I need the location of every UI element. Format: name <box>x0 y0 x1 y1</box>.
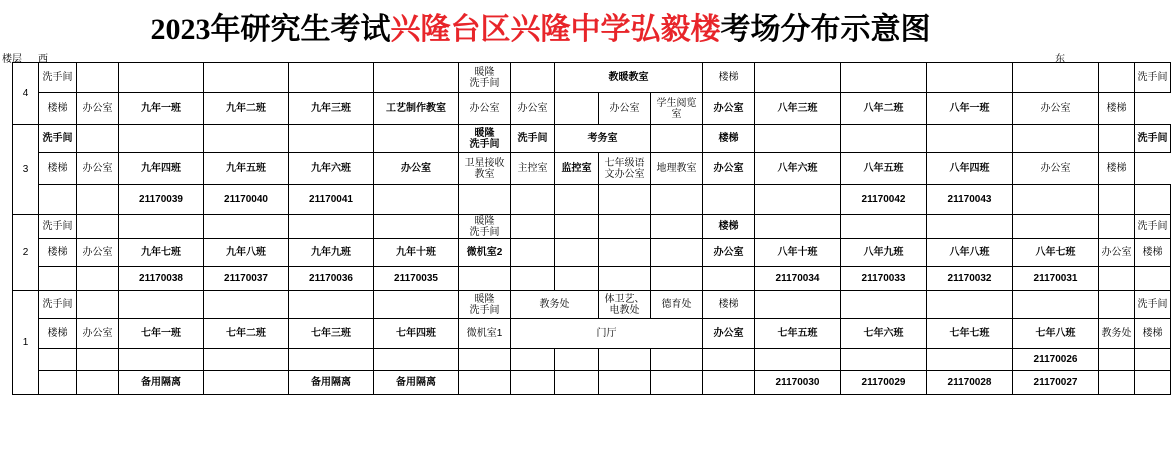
floor-number-2: 2 <box>13 215 39 291</box>
west-direction-label: 西 <box>38 54 48 65</box>
spacer-cell <box>1013 185 1099 215</box>
room-1-7-7: 七年七班 <box>927 319 1013 349</box>
spacer-cell <box>204 63 289 93</box>
restroom-4-west: 洗手间 <box>39 63 77 93</box>
office-4-far-east: 办公室 <box>1013 93 1099 125</box>
spacer-cell <box>599 371 651 395</box>
spacer-cell <box>755 63 841 93</box>
spacer-cell <box>77 63 119 93</box>
room-4-8-1: 八年一班 <box>927 93 1013 125</box>
exam-code-1-5: 21170027 <box>1013 371 1099 395</box>
spacer-cell <box>511 215 555 239</box>
satellite-receiving-room-3: 卫星接收 教室 <box>459 153 511 185</box>
floor-axis-label: 楼层 <box>2 54 22 65</box>
east-direction-label: 东 <box>1055 54 1065 65</box>
room-3-8-5: 八年五班 <box>841 153 927 185</box>
stair-1-mid: 楼梯 <box>703 291 755 319</box>
exam-code-2-3: 21170036 <box>289 267 374 291</box>
spacer-cell <box>1099 215 1135 239</box>
spacer-cell <box>1099 349 1135 371</box>
spacer-cell <box>841 349 927 371</box>
room-3-8-4: 八年四班 <box>927 153 1013 185</box>
spacer-cell <box>289 349 374 371</box>
room-4-1: 九年一班 <box>119 93 204 125</box>
stair-2-east: 楼梯 <box>1135 239 1171 267</box>
floor-number-3: 3 <box>13 125 39 215</box>
room-2-9-10: 九年十班 <box>374 239 459 267</box>
spacer-cell <box>927 215 1013 239</box>
spacer-cell <box>1013 63 1099 93</box>
spacer-cell <box>77 291 119 319</box>
label-teacher-room-4: 教暖教室 <box>555 63 703 93</box>
spacer-cell <box>555 239 599 267</box>
room-2-9-7: 九年七班 <box>119 239 204 267</box>
spacer-cell <box>703 267 755 291</box>
spacer-cell <box>77 185 119 215</box>
office-4-c: 办公室 <box>599 93 651 125</box>
office-1-west: 办公室 <box>77 319 119 349</box>
spacer-cell <box>841 125 927 153</box>
spacer-cell <box>599 185 651 215</box>
spacer-cell <box>119 291 204 319</box>
office-3-east: 办公室 <box>703 153 755 185</box>
floor-number-1: 1 <box>13 291 39 395</box>
stair-4-mid: 楼梯 <box>703 63 755 93</box>
room-2-8-7: 八年七班 <box>1013 239 1099 267</box>
spacer-cell <box>755 125 841 153</box>
spacer-cell <box>755 349 841 371</box>
stair-3-west: 楼梯 <box>39 153 77 185</box>
spacer-cell <box>703 185 755 215</box>
spacer-cell <box>374 215 459 239</box>
spacer-cell <box>119 349 204 371</box>
spacer-cell <box>1099 63 1135 93</box>
exam-code-2-1: 21170038 <box>119 267 204 291</box>
office-2-east: 办公室 <box>703 239 755 267</box>
spacer-cell <box>119 125 204 153</box>
restroom-1-east: 洗手间 <box>1135 291 1171 319</box>
restroom-3-center: 洗手间 <box>511 125 555 153</box>
spacer-cell <box>841 63 927 93</box>
spacer-cell <box>289 291 374 319</box>
spacer-cell <box>511 63 555 93</box>
office-3-mid: 办公室 <box>374 153 459 185</box>
office-4-b: 办公室 <box>511 93 555 125</box>
room-4-8-2: 八年二班 <box>841 93 927 125</box>
spacer-cell <box>927 63 1013 93</box>
spacer-cell <box>1013 291 1099 319</box>
spare-isolation-2: 备用隔离 <box>289 371 374 395</box>
stair-3-east: 楼梯 <box>1099 153 1135 185</box>
spacer-cell <box>289 63 374 93</box>
spacer-cell <box>77 267 119 291</box>
restroom-2-mid: 暖隆 洗手间 <box>459 215 511 239</box>
spacer-cell <box>374 291 459 319</box>
spacer-cell <box>374 125 459 153</box>
spacer-cell <box>555 349 599 371</box>
title-prefix: 2023年研究生考试 <box>150 13 391 46</box>
main-control-room-3: 主控室 <box>511 153 555 185</box>
restroom-3-mid: 暖隆 洗手间 <box>459 125 511 153</box>
geography-room-3: 地理教室 <box>651 153 703 185</box>
exam-code-1-2: 21170029 <box>841 371 927 395</box>
spacer-cell <box>511 185 555 215</box>
spacer-cell <box>204 371 289 395</box>
spacer-cell <box>651 125 703 153</box>
spacer-cell <box>651 371 703 395</box>
spacer-cell <box>204 125 289 153</box>
spacer-cell <box>39 185 77 215</box>
spacer-cell <box>755 291 841 319</box>
room-1-7-3: 七年三班 <box>289 319 374 349</box>
restroom-1-mid: 暖隆 洗手间 <box>459 291 511 319</box>
spacer-cell <box>204 215 289 239</box>
restroom-4-mid: 暖隆 洗手间 <box>459 63 511 93</box>
spacer-cell <box>755 215 841 239</box>
room-3-9-5: 九年五班 <box>204 153 289 185</box>
room-1-7-2: 七年二班 <box>204 319 289 349</box>
exam-code-3-4: 21170042 <box>841 185 927 215</box>
spacer-cell <box>77 371 119 395</box>
spacer-cell <box>1099 125 1135 153</box>
office-1-east: 办公室 <box>703 319 755 349</box>
spacer-cell <box>459 267 511 291</box>
spacer-cell <box>1013 125 1099 153</box>
stair-1-west: 楼梯 <box>39 319 77 349</box>
restroom-1-west: 洗手间 <box>39 291 77 319</box>
room-1-7-8: 七年八班 <box>1013 319 1099 349</box>
spacer-cell <box>651 185 703 215</box>
spacer-cell <box>555 371 599 395</box>
spacer-cell <box>927 125 1013 153</box>
restroom-2-east: 洗手间 <box>1135 215 1171 239</box>
spacer-cell <box>599 239 651 267</box>
room-4-8-3: 八年三班 <box>755 93 841 125</box>
computer-room-1: 微机室1 <box>459 319 511 349</box>
spacer-cell <box>459 371 511 395</box>
exam-affairs-room-3: 考务室 <box>555 125 651 153</box>
room-3-8-6: 八年六班 <box>755 153 841 185</box>
spacer-cell <box>77 349 119 371</box>
exam-code-2-5: 21170034 <box>755 267 841 291</box>
room-2-8-9: 八年九班 <box>841 239 927 267</box>
spacer-cell <box>599 215 651 239</box>
room-3-9-6: 九年六班 <box>289 153 374 185</box>
spacer-cell <box>119 63 204 93</box>
spacer-cell <box>555 93 599 125</box>
spare-isolation-3: 备用隔离 <box>374 371 459 395</box>
spacer-cell <box>755 185 841 215</box>
spacer-cell <box>374 185 459 215</box>
spacer-cell <box>1135 185 1171 215</box>
room-4-3: 九年三班 <box>289 93 374 125</box>
exam-code-1-1: 21170030 <box>755 371 841 395</box>
spacer-cell <box>374 349 459 371</box>
spacer-cell <box>703 349 755 371</box>
spacer-cell <box>77 125 119 153</box>
spacer-cell <box>555 267 599 291</box>
office-2-west: 办公室 <box>77 239 119 267</box>
spacer-cell <box>1013 215 1099 239</box>
spacer-cell <box>651 267 703 291</box>
room-2-9-9: 九年九班 <box>289 239 374 267</box>
monitor-room-3: 监控室 <box>555 153 599 185</box>
exam-code-1-3: 21170028 <box>927 371 1013 395</box>
spacer-cell <box>555 215 599 239</box>
office-3-west: 办公室 <box>77 153 119 185</box>
spacer-cell <box>77 215 119 239</box>
spacer-cell <box>703 371 755 395</box>
spacer-cell <box>39 371 77 395</box>
spacer-cell <box>651 239 703 267</box>
restroom-4-east: 洗手间 <box>1135 63 1171 93</box>
room-2-8-10: 八年十班 <box>755 239 841 267</box>
spacer-cell <box>511 239 555 267</box>
spacer-cell <box>1135 267 1171 291</box>
exam-code-3-5: 21170043 <box>927 185 1013 215</box>
spacer-cell <box>1099 291 1135 319</box>
office-2-far-east: 办公室 <box>1099 239 1135 267</box>
spacer-cell <box>459 349 511 371</box>
office-3-far-east: 办公室 <box>1013 153 1099 185</box>
spacer-cell <box>841 291 927 319</box>
spacer-cell <box>651 215 703 239</box>
student-reading-room-4: 学生阅览 室 <box>651 93 703 125</box>
room-1-7-4: 七年四班 <box>374 319 459 349</box>
room-1-7-5: 七年五班 <box>755 319 841 349</box>
room-2-9-8: 九年八班 <box>204 239 289 267</box>
exam-code-3-3: 21170041 <box>289 185 374 215</box>
spacer-cell <box>1099 267 1135 291</box>
title-suffix: 考场分布示意图 <box>720 13 931 46</box>
pe-health-art-ed-office-1: 体卫艺、 电教处 <box>599 291 651 319</box>
spacer-cell <box>599 267 651 291</box>
exam-code-2-4: 21170035 <box>374 267 459 291</box>
spacer-cell <box>289 215 374 239</box>
spacer-cell <box>651 349 703 371</box>
room-2-8-8: 八年八班 <box>927 239 1013 267</box>
exam-code-2-7: 21170032 <box>927 267 1013 291</box>
office-4-east: 办公室 <box>703 93 755 125</box>
restroom-3-west: 洗手间 <box>39 125 77 153</box>
computer-room-2: 微机室2 <box>459 239 511 267</box>
spare-isolation-1: 备用隔离 <box>119 371 204 395</box>
exam-code-2-8: 21170031 <box>1013 267 1099 291</box>
spacer-cell <box>1099 371 1135 395</box>
office-4-a: 办公室 <box>459 93 511 125</box>
stair-2-west: 楼梯 <box>39 239 77 267</box>
exam-code-2-2: 21170037 <box>204 267 289 291</box>
stair-2-mid: 楼梯 <box>703 215 755 239</box>
spacer-cell <box>374 63 459 93</box>
spacer-cell <box>204 291 289 319</box>
spacer-cell <box>1135 349 1171 371</box>
spacer-cell <box>511 349 555 371</box>
restroom-3-east: 洗手间 <box>1135 125 1171 153</box>
exam-code-1-4: 21170026 <box>1013 349 1099 371</box>
spacer-cell <box>555 185 599 215</box>
exam-code-3-1: 21170039 <box>119 185 204 215</box>
stair-4-east: 楼梯 <box>1099 93 1135 125</box>
office-4-west: 办公室 <box>77 93 119 125</box>
floor-plan-table <box>12 62 1171 395</box>
moral-education-office-1: 德育处 <box>651 291 703 319</box>
grade7-chinese-office-3: 七年级语 文办公室 <box>599 153 651 185</box>
room-1-7-6: 七年六班 <box>841 319 927 349</box>
academic-affairs-far-east-1: 教务处 <box>1099 319 1135 349</box>
spacer-cell <box>39 349 77 371</box>
room-3-9-4: 九年四班 <box>119 153 204 185</box>
spacer-cell <box>119 215 204 239</box>
floor-number-4: 4 <box>13 63 39 125</box>
exam-code-3-2: 21170040 <box>204 185 289 215</box>
spacer-cell <box>459 185 511 215</box>
spacer-cell <box>927 349 1013 371</box>
spacer-cell <box>511 267 555 291</box>
room-4-craft: 工艺制作教室 <box>374 93 459 125</box>
spacer-cell <box>1099 185 1135 215</box>
spacer-cell <box>39 267 77 291</box>
spacer-cell <box>1135 371 1171 395</box>
spacer-cell <box>927 291 1013 319</box>
exam-code-2-6: 21170033 <box>841 267 927 291</box>
stair-1-east: 楼梯 <box>1135 319 1171 349</box>
spacer-cell <box>204 349 289 371</box>
restroom-2-west: 洗手间 <box>39 215 77 239</box>
stair-4-west: 楼梯 <box>39 93 77 125</box>
stair-3-mid: 楼梯 <box>703 125 755 153</box>
academic-affairs-office-1: 教务处 <box>511 291 599 319</box>
spacer-cell <box>599 349 651 371</box>
entrance-hall-1: 门厅 <box>511 319 703 349</box>
room-4-2: 九年二班 <box>204 93 289 125</box>
spacer-cell <box>511 371 555 395</box>
title-highlight: 兴隆台区兴隆中学弘毅楼 <box>390 13 721 46</box>
spacer-cell <box>841 215 927 239</box>
page-title <box>0 4 1081 48</box>
spacer-cell <box>289 125 374 153</box>
room-1-7-1: 七年一班 <box>119 319 204 349</box>
